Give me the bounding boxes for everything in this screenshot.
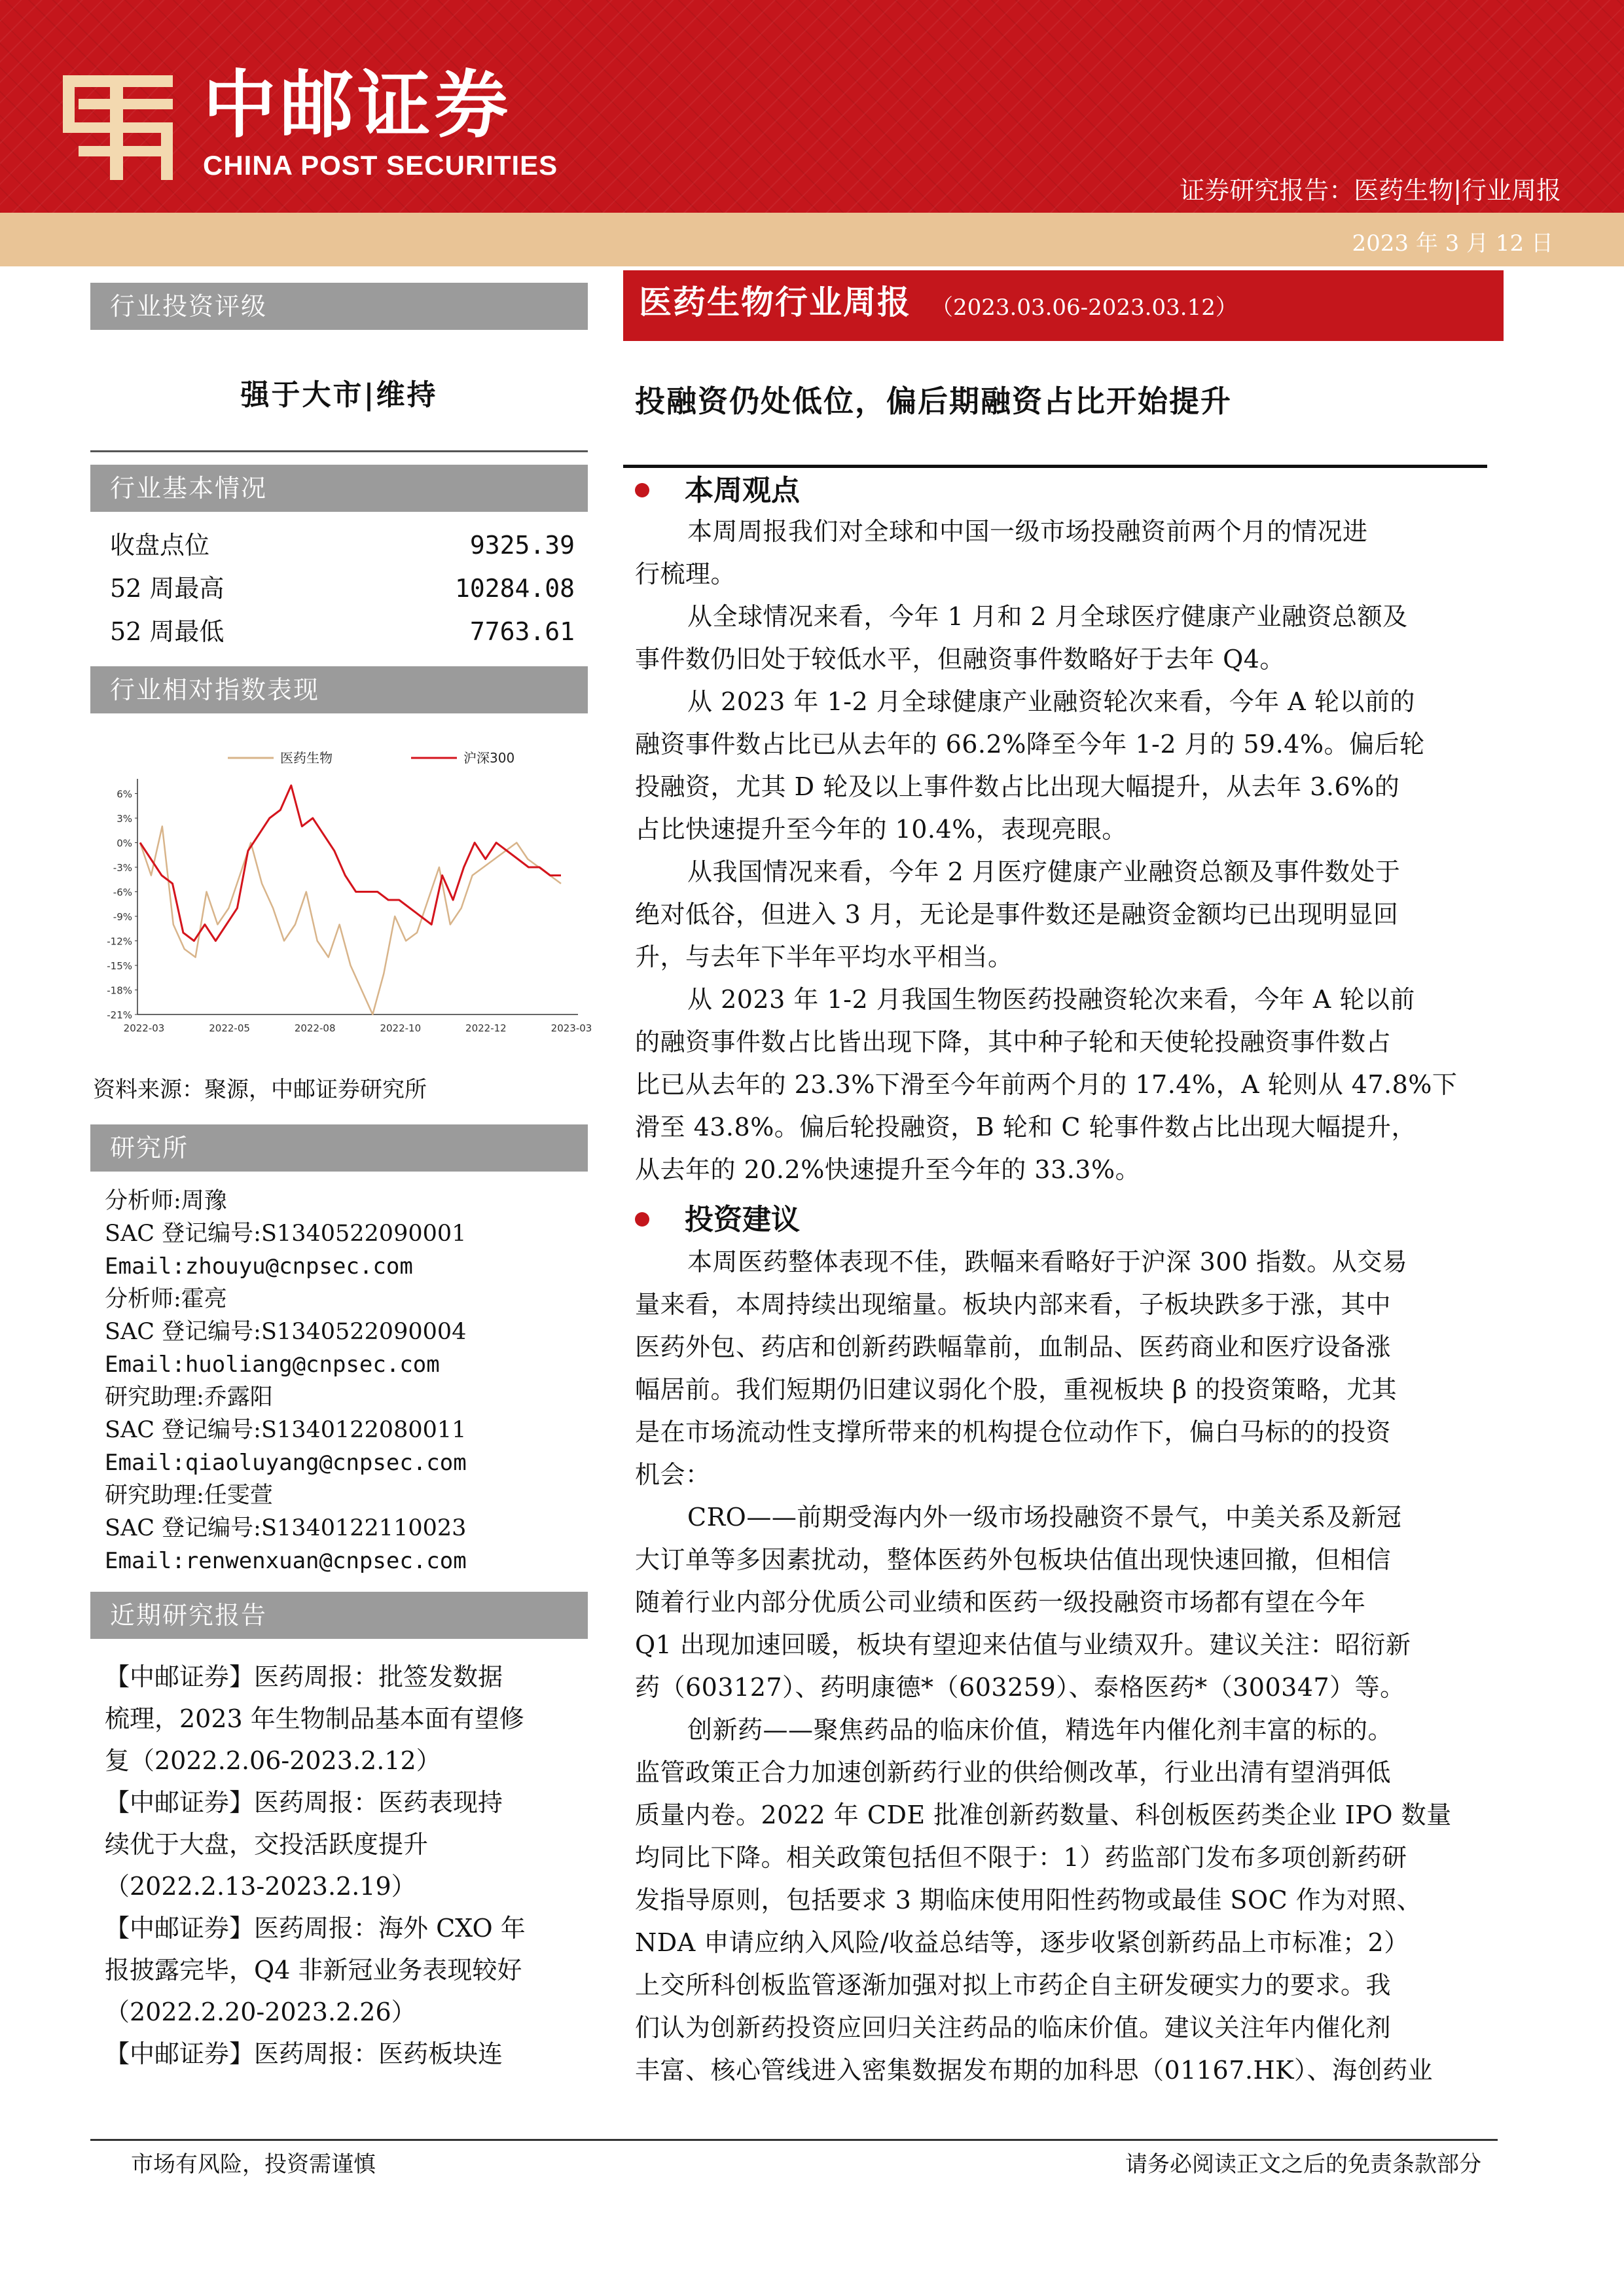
x-tick-label: 2023-03 [550,1022,592,1034]
paragraph-line: 从我国情况来看，今年 2 月医疗健康产业融资总额及事件数处于 [687,857,1401,886]
paragraph-line: 上交所科创板监管逐渐加强对拟上市药企自主研发硬实力的要求。我 [635,1971,1392,2000]
bullet-icon [635,1212,649,1227]
disclaimer-notice: 请务必阅读正文之后的免责条款部分 [1125,2151,1481,2178]
analyst-line: Email:zhouyu@cnpsec.com [105,1253,413,1280]
bullet-icon [635,483,649,497]
legend-label: 医药生物 [280,750,333,766]
paragraph-line: 监管政策正合力加速创新药行业的供给侧改革，行业出清有望消弭低 [635,1758,1392,1787]
industry-rating: 强于大市|维持 [240,378,438,412]
analyst-line: Email:huoliang@cnpsec.com [105,1352,440,1378]
analyst-line: 分析师:周豫 [105,1188,227,1214]
x-tick-label: 2022-10 [380,1022,422,1034]
stat-row-close [90,524,588,567]
recent-report-line: 【中邮证券】医药周报：医药表现持 [105,1788,503,1817]
footer-divider [90,2139,1498,2141]
china-post-logo-icon [52,62,183,193]
paragraph-line: 机会： [635,1460,711,1489]
recent-reports-list [105,1656,576,2075]
paragraph-line: 随着行业内部分优质公司业绩和医药一级投融资市场都有望在今年 [635,1588,1366,1617]
recent-report-line: 报披露完毕，Q4 非新冠业务表现较好 [105,1956,522,1984]
performance-heading: 行业相对指数表现 [90,666,588,713]
paragraph-line: 事件数仍旧处于较低水平，但融资事件数略好于去年 Q4。 [635,645,1285,673]
recent-report-line: 【中邮证券】医药周报：医药板块连 [105,2039,503,2068]
y-tick-label: -6% [113,886,132,899]
x-tick-label: 2022-12 [465,1022,507,1034]
stat-label: 52 周最低 [110,617,225,646]
recent-report-line: 复（2022.2.06-2023.2.12） [105,1746,441,1775]
stat-value: 9325.39 [469,531,575,560]
rating-heading: 行业投资评级 [90,283,588,330]
analyst-line: 研究助理:乔露阳 [105,1384,273,1410]
report-type: 证券研究报告：医药生物|行业周报 [1180,176,1561,205]
section-heading-views [635,476,800,505]
paragraph-line: Q1 出现加速回暖，板块有望迎来估值与业绩双升。建议关注：昭衍新 [635,1630,1411,1659]
paragraph-line: 创新药——聚焦药品的临床价值，精选年内催化剂丰富的标的。 [687,1715,1394,1744]
divider [623,465,1487,468]
analyst-line: 分析师:霍亮 [105,1286,227,1312]
recent-report-line: 【中邮证券】医药周报：批签发数据 [105,1662,503,1691]
paragraph-line: 本周周报我们对全球和中国一级市场投融资前两个月的情况进 [687,517,1368,546]
y-tick-label: 0% [117,837,132,850]
y-tick-label: -15% [107,960,132,972]
recent-report-line: （2022.2.20-2023.2.26） [105,1998,416,2026]
recent-report-line: （2022.2.13-2023.2.19） [105,1872,416,1901]
analyst-line: SAC 登记编号:S1340122080011 [105,1417,467,1443]
recent-reports-heading: 近期研究报告 [90,1592,588,1639]
legend-label: 沪深300 [463,750,515,766]
stat-label: 52 周最高 [110,574,225,603]
x-tick-label: 2022-08 [294,1022,336,1034]
title-bar [623,270,1504,341]
analyst-list [105,1185,589,1577]
paragraph-line: 质量内卷。2022 年 CDE 批准创新药数量、科创板医药类企业 IPO 数量 [635,1801,1452,1829]
section-title: 本周观点 [685,474,800,507]
section-body-views [635,511,1489,1191]
basics-heading: 行业基本情况 [90,465,588,512]
series-line-csi300 [140,785,561,941]
brand-name-en: CHINA POST SECURITIES [203,150,558,181]
analyst-line: SAC 登记编号:S1340522090001 [105,1221,467,1247]
paragraph-line: 占比快速提升至今年的 10.4%，表现亮眼。 [635,815,1127,844]
section-heading-advice [635,1203,800,1236]
research-heading: 研究所 [90,1124,588,1172]
y-tick-label: -12% [107,935,132,948]
paragraph-line: 从全球情况来看，今年 1 月和 2 月全球医疗健康产业融资总额及 [687,602,1408,631]
series-line-pharma [140,827,561,1015]
analyst-line: Email:qiaoluyang@cnpsec.com [105,1450,467,1476]
paragraph-line: NDA 申请应纳入风险/收益总结等，逐步收紧创新药品上市标准；2） [635,1928,1409,1957]
report-title: 医药生物行业周报 [639,283,911,321]
section-title: 投资建议 [685,1203,800,1236]
section-body-advice [635,1241,1489,2092]
y-tick-label: 3% [117,813,132,825]
analyst-line: Email:renwenxuan@cnpsec.com [105,1548,467,1574]
stat-value: 10284.08 [454,574,575,603]
analyst-line: SAC 登记编号:S1340122110023 [105,1515,467,1541]
paragraph-line: 从 2023 年 1-2 月我国生物医药投融资轮次来看，今年 A 轮以前 [687,985,1415,1014]
paragraph-line: 医药外包、药店和创新药跌幅靠前，血制品、医药商业和医疗设备涨 [635,1333,1392,1361]
paragraph-line: 从 2023 年 1-2 月全球健康产业融资轮次来看，今年 A 轮以前的 [687,687,1415,716]
paragraph-line: 量来看，本周持续出现缩量。板块内部来看，子板块跌多于涨，其中 [635,1290,1392,1319]
report-date: 2023 年 3 月 12 日 [1352,230,1553,257]
paragraph-line: 大订单等多因素扰动，整体医药外包板块估值出现快速回撤，但相信 [635,1545,1392,1574]
y-tick-label: 6% [117,788,132,800]
y-tick-label: -21% [107,1009,132,1021]
paragraph-line: 均同比下降。相关政策包括但不限于：1）药监部门发布多项创新药研 [635,1843,1407,1872]
stat-label: 收盘点位 [110,531,210,560]
paragraph-line: 比已从去年的 23.3%下滑至今年前两个月的 17.4%，A 轮则从 47.8%下 [635,1070,1458,1099]
analyst-line: 研究助理:任雯萱 [105,1482,273,1509]
report-subtitle: 投融资仍处低位，偏后期融资占比开始提升 [635,384,1232,419]
x-tick-label: 2022-03 [123,1022,165,1034]
recent-report-line: 续优于大盘，交投活跃度提升 [105,1830,429,1859]
paragraph-line: CRO——前期受海内外一级市场投融资不景气，中美关系及新冠 [687,1503,1402,1532]
stat-value: 7763.61 [469,617,575,646]
risk-notice: 市场有风险，投资需谨慎 [131,2151,376,2178]
chart-source: 资料来源：聚源，中邮证券研究所 [93,1077,427,1103]
paragraph-line: 升，与去年下半年平均水平相当。 [635,942,1013,971]
paragraph-line: 们认为创新药投资应回归关注药品的临床价值。建议关注年内催化剂 [635,2013,1392,2042]
paragraph-line: 融资事件数占比已从去年的 66.2%降至今年 1-2 月的 59.4%。偏后轮 [635,730,1425,759]
paragraph-line: 幅居前。我们短期仍旧建议弱化个股，重视板块 β 的投资策略，尤其 [635,1375,1398,1404]
paragraph-line: 投融资，尤其 D 轮及以上事件数占比出现大幅提升，从去年 3.6%的 [635,772,1400,801]
y-tick-label: -18% [107,984,132,997]
paragraph-line: 绝对低谷，但进入 3 月，无论是事件数还是融资金额均已出现明显回 [635,900,1399,929]
recent-report-line: 梳理，2023 年生物制品基本面有望修 [105,1704,524,1733]
divider [90,450,588,452]
paragraph-line: 滑至 43.8%。偏后轮投融资，B 轮和 C 轮事件数占比出现大幅提升， [635,1113,1417,1141]
y-tick-label: -3% [113,862,132,874]
y-tick-label: -9% [113,911,132,923]
report-period: （2023.03.06-2023.03.12） [931,295,1238,321]
paragraph-line: 从去年的 20.2%快速提升至今年的 33.3%。 [635,1155,1141,1184]
stat-row-high [90,567,588,610]
paragraph-line: 药（603127）、药明康德*（603259）、泰格医药*（300347）等。 [635,1673,1405,1702]
paragraph-line: 行梳理。 [635,560,736,588]
paragraph-line: 本周医药整体表现不佳，跌幅来看略好于沪深 300 指数。从交易 [687,1247,1408,1276]
brand-name-cn: 中邮证券 [203,63,512,148]
x-tick-label: 2022-05 [209,1022,250,1034]
paragraph-line: 丰富、核心管线进入密集数据发布期的加科思（01167.HK）、海创药业 [635,2056,1433,2085]
relative-index-chart [90,733,592,1041]
paragraph-line: 是在市场流动性支撑所带来的机构提仓位动作下，偏白马标的的投资 [635,1418,1392,1446]
stat-row-low [90,610,588,653]
paragraph-line: 的融资事件数占比皆出现下降，其中种子轮和天使轮投融资事件数占 [635,1028,1392,1056]
recent-report-line: 【中邮证券】医药周报：海外 CXO 年 [105,1914,526,1943]
paragraph-line: 发指导原则，包括要求 3 期临床使用阳性药物或最佳 SOC 作为对照、 [635,1886,1422,1914]
analyst-line: SAC 登记编号:S1340522090004 [105,1319,467,1345]
